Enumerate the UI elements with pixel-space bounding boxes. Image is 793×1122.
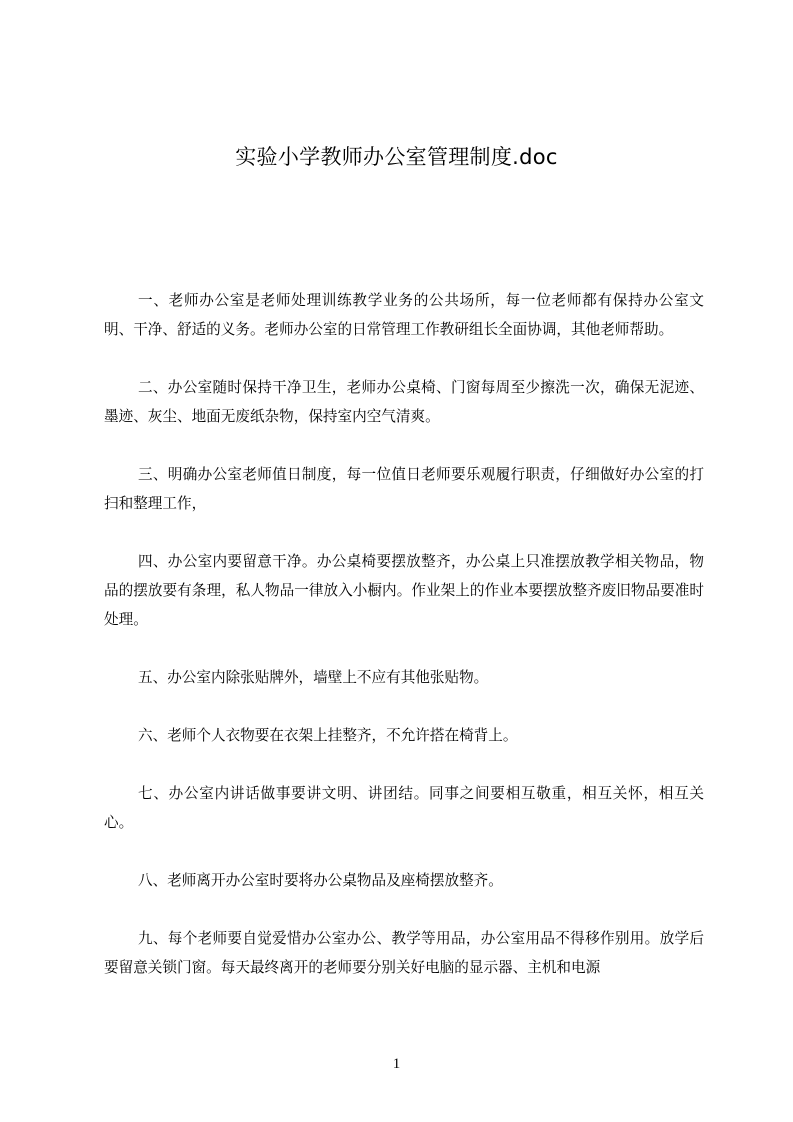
paragraph-2: 二、办公室随时保持干净卫生，老师办公桌椅、门窗每周至少擦洗一次，确保无泥迹、墨迹、灰尘、地面无废纸杂物，保持室内空气清爽。 bbox=[104, 379, 704, 425]
paragraph-4: 四、办公室内要留意干净。办公桌椅要摆放整齐，办公桌上只准摆放教学相关物品，物品的摆放要有条理，私人物品一律放入小橱内。作业架上的作业本要摆放整齐废旧物品要准时处理。 bbox=[104, 553, 704, 628]
paragraph-9: 九、每个老师要自觉爱惜办公室办公、教学等用品，办公室用品不得移作别用。放学后要留意关锁门窗。每天最终离开的老师要分别关好电脑的显示器、主机和电源 bbox=[104, 930, 704, 976]
paragraph-7: 七、办公室内讲话做事要讲文明、讲团结。同事之间要相互敬重，相互关怀，相互关心。 bbox=[104, 785, 704, 831]
paragraph-6: 六、老师个人衣物要在衣架上挂整齐，不允许搭在椅背上。 bbox=[138, 727, 518, 744]
page-number: 1 bbox=[392, 1056, 401, 1072]
document-title: 实验小学教师办公室管理制度.doc bbox=[235, 145, 558, 169]
paragraph-1: 一、老师办公室是老师处理训练教学业务的公共场所，每一位老师都有保持办公室文明、干净、舒适的义务。老师办公室的日常管理工作教研组长全面协调，其他老师帮助。 bbox=[104, 292, 704, 338]
paragraph-8: 八、老师离开办公室时要将办公桌物品及座椅摆放整齐。 bbox=[138, 872, 503, 889]
paragraph-5: 五、办公室内除张贴牌外，墙壁上不应有其他张贴物。 bbox=[138, 669, 489, 686]
document-body bbox=[104, 286, 704, 1011]
paragraph-3: 三、明确办公室老师值日制度，每一位值日老师要乐观履行职责，仔细做好办公室的打扫和整理工作， bbox=[104, 466, 704, 512]
